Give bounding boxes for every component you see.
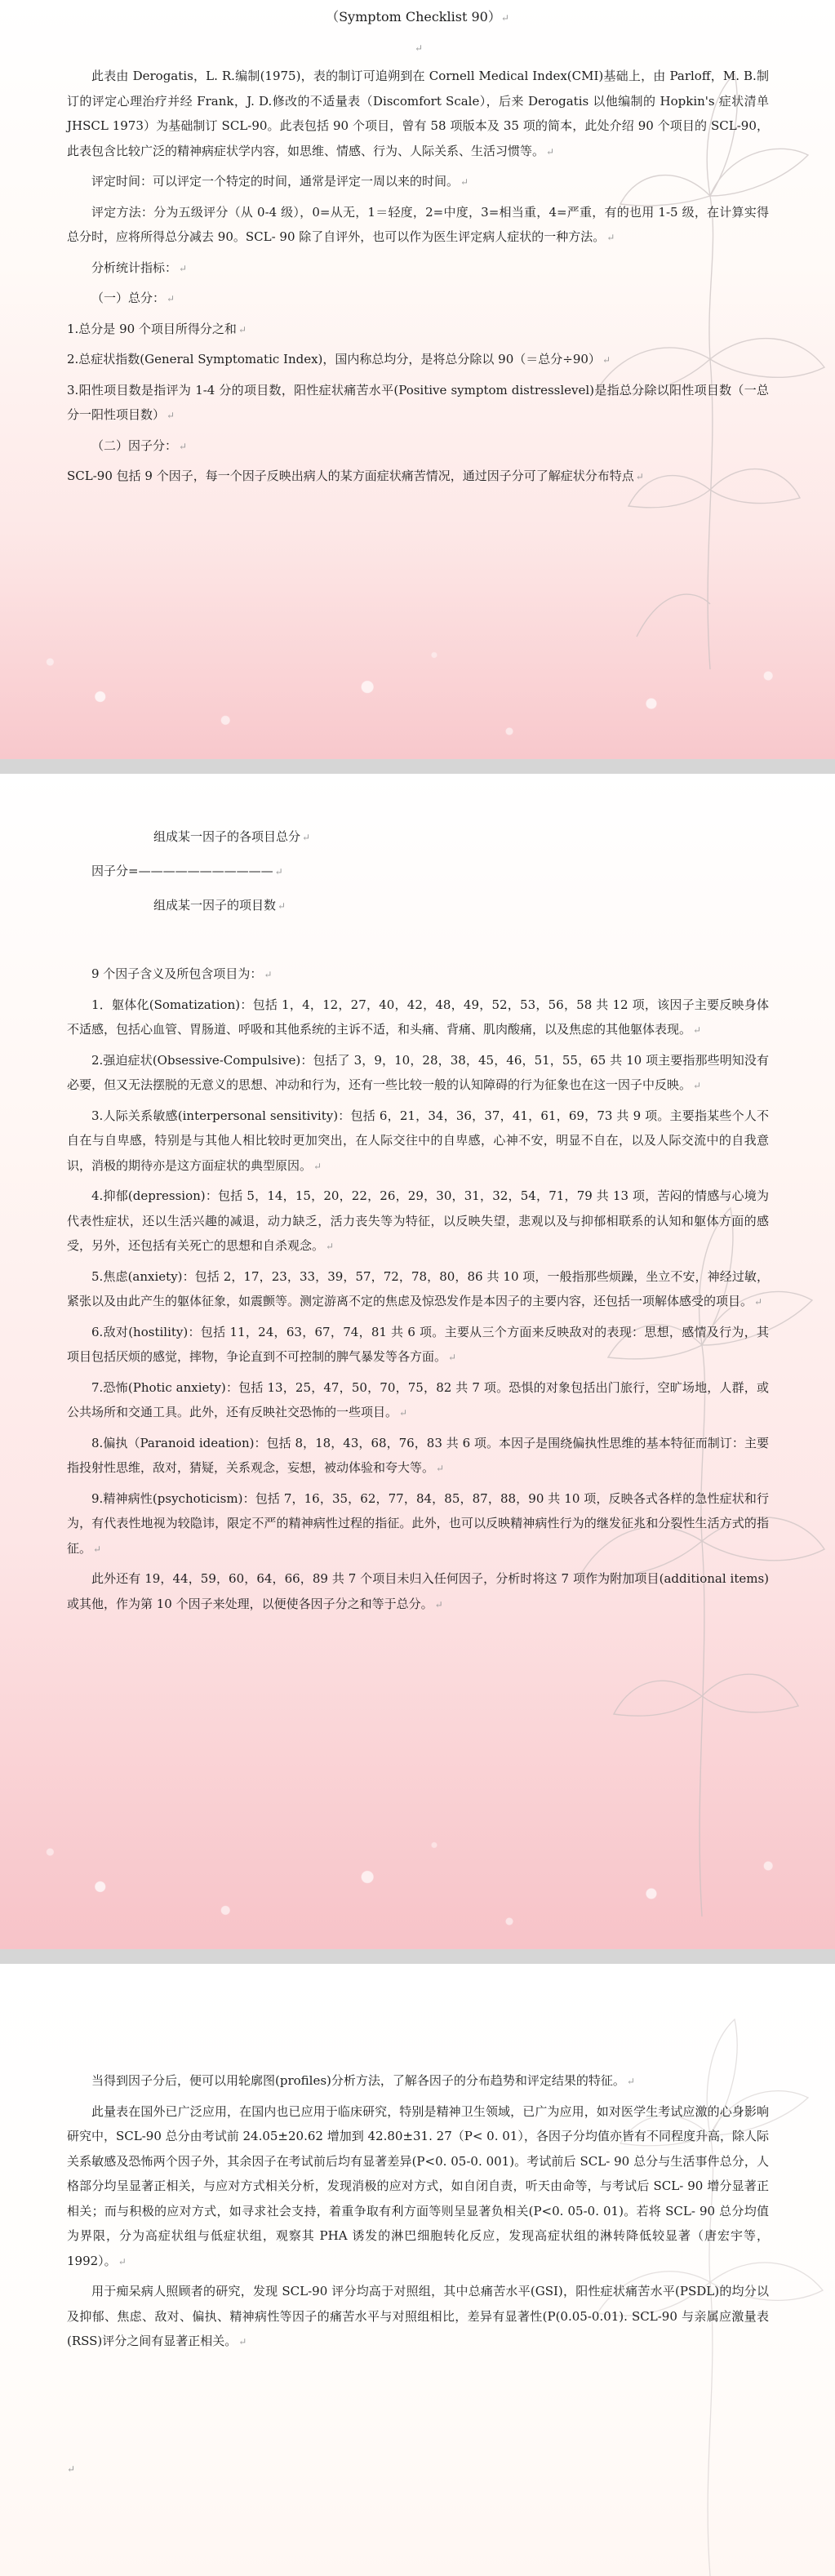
factor-psychoticism: 9.精神病性(psychoticism)：包括 7，16，35，62，77，84，85，87，88，90 共 10 项，反映各式各样的急性症状和行为，有代表性地视为较隐讳，限定不严的精神病性过程的指征。此外，也可以反映精神病性行为的继发征兆和分裂性生活方式的指征。 ↵: [67, 1486, 769, 1562]
total-score-item-3: 3.阳性项目数是指评为 1-4 分的项目数，阳性症状痛苦水平(Positive symptom distresslevel)是指总分除以阳性项目数（一总分一阳性项目数） ↵: [67, 378, 769, 429]
profiles-paragraph: 当得到因子分后，便可以用轮廓图(profiles)分析方法，了解各因子的分布趋势和评定结果的特征。 ↵: [67, 2068, 769, 2094]
factor-depression: 4.抑郁(depression)：包括 5，14，15，20，22，26，29，30，31，32，54，71，79 共 13 项，苦闷的情感与心境为代表性症状，还以生活兴趣的减退，动力缺乏，活力丧失等为特征，以反映失望，悲观以及与抑郁相联系的认知和躯体方面的感受，另外，还包括有关死亡的思想和自杀观念。 ↵: [67, 1184, 769, 1259]
formula-denominator: 组成某一因子的项目数 ↵: [153, 893, 286, 918]
page-2: [0, 774, 835, 1949]
total-score-item-1: 1.总分是 90 个项目所得分之和 ↵: [67, 317, 769, 343]
page-1-sparkle-decoration: [0, 620, 835, 759]
factor-interpersonal-sensitivity: 3.人际关系敏感(interpersonal sensitivity)：包括 6，21，34，36，37，41，61，69，73 共 9 项。主要指某些个人不自在与自卑感，特别是与其他人相比较时更加突出，在人际交往中的自卑感，心神不安，明显不自在，以及人际交流中的自我意识，消极的期待亦是这方面症状的典型原因。 ↵: [67, 1104, 769, 1179]
page-2-sparkle-decoration: [0, 1810, 835, 1949]
factor-hostility: 6.敌对(hostility)：包括 11，24，63，67，74，81 共 6 项。主要从三个方面来反映敌对的表现：思想，感情及行为，其项目包括厌烦的感觉，摔物，争论直到不可控制的脾气暴发等各方面。 ↵: [67, 1320, 769, 1370]
factor-score-description: SCL-90 包括 9 个因子，每一个因子反映出病人的某方面症状痛苦情况，通过因子分可了解症状分布特点 ↵: [67, 464, 769, 490]
page-3: [0, 1964, 835, 2576]
empty-line-mark: ↵: [67, 2463, 76, 2475]
additional-items-paragraph: 此外还有 19，44，59，60，64，66，89 共 7 个项目未归入任何因子，分析时将这 7 项作为附加项目(additional items)或其他，作为第 10 个因子来处理，以便使各因子分之和等于总分。 ↵: [67, 1566, 769, 1617]
statistics-heading: 分析统计指标： ↵: [67, 255, 769, 282]
total-score-heading: （一）总分： ↵: [67, 286, 769, 312]
page-1: [0, 0, 835, 759]
formula-lhs: 因子分=——————————— ↵: [91, 859, 283, 884]
document-title: （Symptom Checklist 90） ↵: [0, 7, 835, 25]
factor-paranoid-ideation: 8.偏执（Paranoid ideation)：包括 8，18，43，68，76，83 共 6 项。本因子是围绕偏执性思维的基本特征而制订：主要指投射性思维，敌对，猜疑，关系观念，妄想，被动体验和夸大等。 ↵: [67, 1431, 769, 1481]
factor-score-heading: （二）因子分： ↵: [67, 433, 769, 460]
formula-numerator: 组成某一因子的各项目总分 ↵: [153, 824, 310, 850]
page-1-body: [67, 64, 769, 495]
evaluation-time-paragraph: 评定时间：可以评定一个特定的时间，通常是评定一周以来的时间。 ↵: [67, 169, 769, 195]
page-3-body: [67, 2068, 769, 2360]
factor-obsessive-compulsive: 2.强迫症状(Obsessive-Compulsive)：包括了 3，9，10，28，38，45，46，51，55，65 共 10 项主要指那些明知没有必要，但又无法摆脱的无意义的思想、冲动和行为，还有一些比较一般的认知障碍的行为征象也在这一因子中反映。 ↵: [67, 1048, 769, 1099]
factor-list-intro: 9 个因子含义及所包含项目为： ↵: [67, 962, 769, 988]
dementia-caregiver-paragraph: 用于痴呆病人照顾者的研究，发现 SCL-90 评分均高于对照组，其中总痛苦水平(GSI)，阳性症状痛苦水平(PSDL)的均分以及抑郁、焦虑、敌对、偏执、精神病性等因子的痛苦水平与对照组相比，差异有显著性(P(0.05-0.01). SCL-90 与亲属应激量表(RSS)评分之间有显著正相关。 ↵: [67, 2279, 769, 2355]
factor-phobic-anxiety: 7.恐怖(Photic anxiety)：包括 13，25，47，50，70，75，82 共 7 项。恐惧的对象包括出门旅行，空旷场地，人群，或公共场所和交通工具。此外，还有反映社交恐怖的一些项目。 ↵: [67, 1375, 769, 1426]
evaluation-method-paragraph: 评定方法：分为五级评分（从 0-4 级），0=从无，1＝轻度，2=中度，3=相当重，4=严重，有的也用 1-5 级，在计算实得总分时，应将所得总分减去 90。SCL- 90 除了自评外，也可以作为医生评定病人症状的一种方法。 ↵: [67, 200, 769, 251]
page-2-body: [67, 962, 769, 1622]
total-score-item-2: 2.总症状指数(General Symptomatic Index)，国内称总均分，是将总分除以 90（＝总分÷90） ↵: [67, 347, 769, 373]
factor-somatization: 1．躯体化(Somatization)：包括 1，4，12，27，40，42，48，49，52，53，56，58 共 12 项，该因子主要反映身体不适感，包括心血管、胃肠道、呼吸和其他系统的主诉不适，和头痛、背痛、肌肉酸痛，以及焦虑的其他躯体表现。 ↵: [67, 993, 769, 1043]
factor-anxiety: 5.焦虑(anxiety)：包括 2，17，23，33，39，57，72，78，80，86 共 10 项，一般指那些烦躁，坐立不安，神经过敏，紧张以及由此产生的躯体征象，如震颤等。测定游离不定的焦虑及惊恐发作是本因子的主要内容，还包括一项解体感受的项目。 ↵: [67, 1264, 769, 1315]
intro-paragraph: 此表由 Derogatis，L. R.编制(1975)，表的制订可追朔到在 Cornell Medical Index(CMI)基础上，由 Parloff，M. B.制订的评定心理治疗并经 Frank，J. D.修改的不适量表（Discomfort Scale），后来 Derogatis 以他编制的 Hopkin's 症状清单 JHSCL 1973）为基础制订 SCL-90。此表包括 90 个项目，曾有 58 项版本及 35 项的简本，此处介绍 90 个项目的 SCL-90，此表包含比较广泛的精神病症状学内容，如思维、情感、行为、人际关系、生活习惯等。 ↵: [67, 64, 769, 164]
domestic-application-paragraph: 此量表在国外已广泛应用，在国内也已应用于临床研究，特别是精神卫生领域，已广为应用，如对医学生考试应激的心身影响研究中，SCL-90 总分由考试前 24.05±20.62 增加到 42.80±31. 27（P< 0. 01），各因子分均值亦皆有不同程度升高，除人际关系敏感及恐怖两个因子外，其余因子在考试前后均有显著差异(P<0. 05-0. 001)。考试前后 SCL- 90 总分与生活事件总分，人格部分均呈显著正相关，与应对方式相关分析，发现消极的应对方式，如自闭自责，听天由命等，与考试后 SCL- 90 增分显著正相关；而与积极的应对方式，如寻求社会支持，着重争取有利方面等则呈显著负相关(P<0. 05-0. 01)。若将 SCL- 90 总分均值为界限，分为高症状组与低症状组，观察其 PHA 诱发的淋巴细胞转化反应，发现高症状组的淋转降低较显著（唐宏宇等，1992）。 ↵: [67, 2099, 769, 2275]
factor-formula: [0, 824, 835, 930]
empty-line-mark: ↵: [415, 42, 424, 54]
